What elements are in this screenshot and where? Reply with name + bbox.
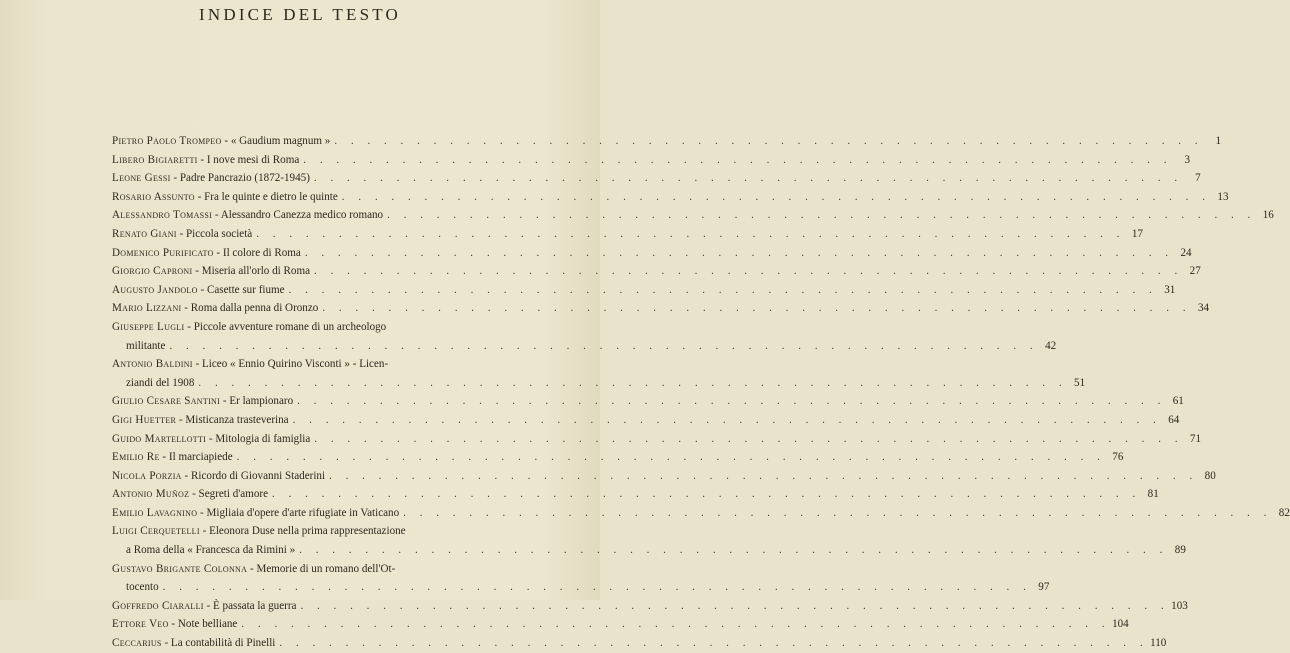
toc-page-number: 34 <box>1197 302 1210 315</box>
toc-page-number: 103 <box>1171 599 1188 612</box>
toc-title: a Roma della « Francesca da Rimini » <box>126 544 296 557</box>
toc-page-number: 3 <box>1184 153 1190 166</box>
toc-author: Antonio Muñoz <box>112 488 190 501</box>
toc-line <box>112 355 486 374</box>
toc-entry <box>112 281 1176 300</box>
toc-page-number: 7 <box>1195 172 1201 185</box>
toc-separator: - <box>221 135 231 147</box>
toc-author: Antonio Baldini <box>112 358 193 371</box>
toc-title: Eleonora Duse nella prima rappresentazione <box>209 525 406 538</box>
dot-leader <box>303 151 1172 170</box>
toc-title: Migliaia d'opere d'arte rifugiate in Vaticano <box>206 506 400 519</box>
toc-title: Miseria all'orlo di Roma <box>201 265 311 278</box>
toc-page-number: 64 <box>1168 413 1180 426</box>
dot-leader <box>198 374 1067 393</box>
toc-title: Memorie di un romano dell'Ot- <box>256 562 396 575</box>
dot-leader <box>403 504 1272 523</box>
toc-author: Giorgio Caproni <box>112 265 193 278</box>
toc-page-number: 80 <box>1204 469 1216 482</box>
toc-author: Giuseppe Lugli <box>112 320 185 333</box>
toc-entry <box>112 430 1202 449</box>
toc-page-number: 42 <box>1045 339 1057 352</box>
toc-author: Libero Bigiaretti <box>112 153 198 166</box>
toc-line <box>112 374 1086 393</box>
dot-leader <box>334 132 1203 151</box>
toc-page-number: 17 <box>1131 227 1143 240</box>
toc-separator: - <box>247 562 257 575</box>
toc-entry <box>112 615 1129 634</box>
toc-line <box>112 132 1222 151</box>
toc-line <box>112 225 1143 244</box>
toc-title: Casette sur fiume <box>206 283 285 296</box>
toc-entry <box>112 467 1216 486</box>
toc-author: Nicola Porzia <box>112 469 182 482</box>
toc-author: Gigi Huetter <box>112 413 177 426</box>
toc-title: Alessandro Canezza medico romano <box>220 209 384 222</box>
toc-author: Goffredo Ciaralli <box>112 599 204 612</box>
dot-leader <box>314 169 1183 188</box>
toc-title: militante <box>126 339 166 352</box>
toc-title: « Gaudium magnum » <box>230 135 331 147</box>
toc-line <box>112 411 1180 430</box>
toc-line <box>112 615 1129 634</box>
toc-line <box>112 522 486 541</box>
dot-leader <box>272 485 1141 504</box>
page-title: INDICE DEL TESTO <box>199 5 401 24</box>
toc-entry <box>112 504 1290 523</box>
toc-separator: - <box>220 395 230 408</box>
dot-leader <box>169 337 1038 356</box>
toc-page-number: 24 <box>1180 246 1192 259</box>
toc-author: Gustavo Brigante Colonna <box>112 562 248 575</box>
toc-title: Il colore di Roma <box>222 246 301 259</box>
toc-title: tocento <box>126 581 159 594</box>
toc-separator: - <box>176 227 186 240</box>
toc-line <box>112 504 1290 523</box>
toc-line <box>112 430 1202 449</box>
toc-line <box>112 262 1201 281</box>
toc-separator: - <box>212 209 221 222</box>
toc-page-number: 104 <box>1112 618 1129 631</box>
toc-title: Mitologia di famiglia <box>215 432 311 445</box>
toc-line <box>112 169 1201 188</box>
toc-entry <box>112 634 1167 653</box>
toc-title: Ricordo di Giovanni Staderini <box>191 469 326 482</box>
toc-author: Mario Lizzani <box>112 302 182 315</box>
toc-author: Emilio Lavagnino <box>112 506 198 519</box>
toc-title: Padre Pancrazio (1872-1945) <box>179 172 310 185</box>
toc-entry <box>112 206 1274 225</box>
toc-separator: - <box>213 246 223 259</box>
dot-leader <box>342 188 1211 207</box>
toc-separator: - <box>176 413 186 426</box>
dot-leader <box>322 299 1191 318</box>
toc-entry <box>112 597 1188 616</box>
toc-separator: - <box>189 488 199 501</box>
toc-line <box>112 597 1188 616</box>
toc-page-number: 27 <box>1189 265 1201 278</box>
toc-title: Piccola società <box>186 227 253 240</box>
dot-leader <box>297 392 1166 411</box>
toc-title: Er lampionaro <box>229 395 294 408</box>
dot-leader <box>279 634 1148 653</box>
dot-leader <box>329 467 1198 486</box>
table-of-contents <box>112 132 1290 653</box>
toc-separator: - <box>159 451 169 464</box>
toc-page-number: 51 <box>1074 376 1086 389</box>
dot-leader <box>293 411 1162 430</box>
toc-separator: - <box>194 190 205 203</box>
toc-entry <box>112 522 1186 559</box>
toc-page-number: 76 <box>1112 451 1124 464</box>
toc-line <box>112 337 1057 356</box>
toc-line <box>112 151 1190 170</box>
toc-title: Roma dalla penna di Oronzo <box>190 302 319 315</box>
toc-separator: - <box>184 320 194 333</box>
toc-line <box>112 206 1274 225</box>
toc-author: Guido Martellotti <box>112 432 207 445</box>
toc-line <box>112 485 1159 504</box>
toc-author: Giulio Cesare Santini <box>112 395 221 408</box>
toc-line <box>112 448 1124 467</box>
toc-entry <box>112 448 1124 467</box>
toc-entry <box>112 299 1210 318</box>
toc-line <box>112 560 486 579</box>
dot-leader <box>314 430 1183 449</box>
toc-entry <box>112 188 1229 207</box>
dot-leader <box>387 206 1256 225</box>
toc-author: Alessandro Tomassi <box>112 209 213 222</box>
toc-page-number: 82 <box>1278 506 1290 519</box>
dot-leader <box>305 244 1174 263</box>
toc-author: Domenico Purificato <box>112 246 214 259</box>
toc-entry <box>112 318 1057 355</box>
toc-author: Emilio Re <box>112 451 160 464</box>
toc-page-number: 97 <box>1038 581 1050 594</box>
toc-line <box>112 578 1050 597</box>
toc-page-number: 71 <box>1189 432 1202 445</box>
toc-author: Ettore Veo <box>112 618 169 631</box>
toc-page-number: 31 <box>1164 283 1176 296</box>
toc-entry <box>112 560 1050 597</box>
toc-author: Pietro Paolo Trompeo <box>112 135 222 147</box>
dot-leader <box>289 281 1158 300</box>
toc-title: Segreti d'amore <box>198 488 269 501</box>
toc-separator: - <box>181 302 191 315</box>
toc-author: Ceccarius <box>112 637 162 650</box>
toc-entry <box>112 485 1159 504</box>
dot-leader <box>299 541 1168 560</box>
toc-title: Liceo « Ennio Quirino Visconti » - Licen- <box>202 358 389 371</box>
toc-page-number: 61 <box>1172 395 1184 408</box>
toc-separator: - <box>192 265 202 278</box>
toc-line <box>112 318 486 337</box>
toc-entry <box>112 225 1143 244</box>
toc-separator: - <box>170 172 180 185</box>
dot-leader <box>314 262 1183 281</box>
dot-leader <box>300 597 1169 616</box>
toc-line <box>112 541 1186 560</box>
toc-title: ziandi del 1908 <box>126 376 195 389</box>
toc-title: La contabilità di Pinelli <box>170 637 276 650</box>
toc-entry <box>112 392 1184 411</box>
toc-entry <box>112 151 1190 170</box>
toc-line <box>112 392 1184 411</box>
toc-line <box>112 281 1176 300</box>
toc-line <box>112 467 1216 486</box>
dot-leader <box>256 225 1125 244</box>
toc-page-number: 1 <box>1215 135 1222 147</box>
toc-title: Misticanza trasteverina <box>185 413 289 426</box>
toc-author: Leone Gessi <box>112 172 171 185</box>
toc-author: Renato Giani <box>112 227 177 240</box>
toc-entry <box>112 169 1201 188</box>
toc-title: Note belliane <box>177 618 238 631</box>
toc-entry <box>112 244 1192 263</box>
toc-separator: - <box>161 637 171 650</box>
toc-page-number: 16 <box>1262 209 1274 222</box>
dot-leader <box>237 448 1106 467</box>
toc-entry <box>112 262 1201 281</box>
toc-author: Luigi Cerquetelli <box>112 525 200 538</box>
toc-separator: - <box>197 283 207 296</box>
toc-separator: - <box>181 469 191 482</box>
toc-separator: - <box>197 153 207 166</box>
toc-title: Fra le quinte e dietro le quinte <box>204 190 338 203</box>
toc-entry <box>112 355 1086 392</box>
dot-leader <box>241 615 1110 634</box>
toc-page-number: 81 <box>1147 488 1159 501</box>
toc-line <box>112 299 1210 318</box>
toc-page-number: 110 <box>1150 637 1167 650</box>
toc-separator: - <box>203 599 213 612</box>
toc-separator: - <box>206 432 216 445</box>
toc-title: È passata la guerra <box>212 599 297 612</box>
toc-page-number: 89 <box>1174 544 1186 557</box>
toc-line <box>112 634 1167 653</box>
toc-separator: - <box>199 525 210 538</box>
toc-separator: - <box>197 506 207 519</box>
toc-title: Piccole avventure romane di un archeologo <box>193 320 387 333</box>
toc-separator: - <box>168 618 178 631</box>
toc-entry <box>112 132 1222 151</box>
toc-author: Augusto Jandolo <box>112 283 198 296</box>
toc-entry <box>112 411 1180 430</box>
toc-page-number: 13 <box>1217 190 1229 203</box>
toc-line <box>112 188 1229 207</box>
toc-line <box>112 244 1192 263</box>
toc-separator: - <box>192 358 202 371</box>
dot-leader <box>163 578 1032 597</box>
toc-author: Rosario Assunto <box>112 190 195 203</box>
toc-title: I nove mesi di Roma <box>206 153 300 166</box>
toc-title: Il marciapiede <box>168 451 233 464</box>
